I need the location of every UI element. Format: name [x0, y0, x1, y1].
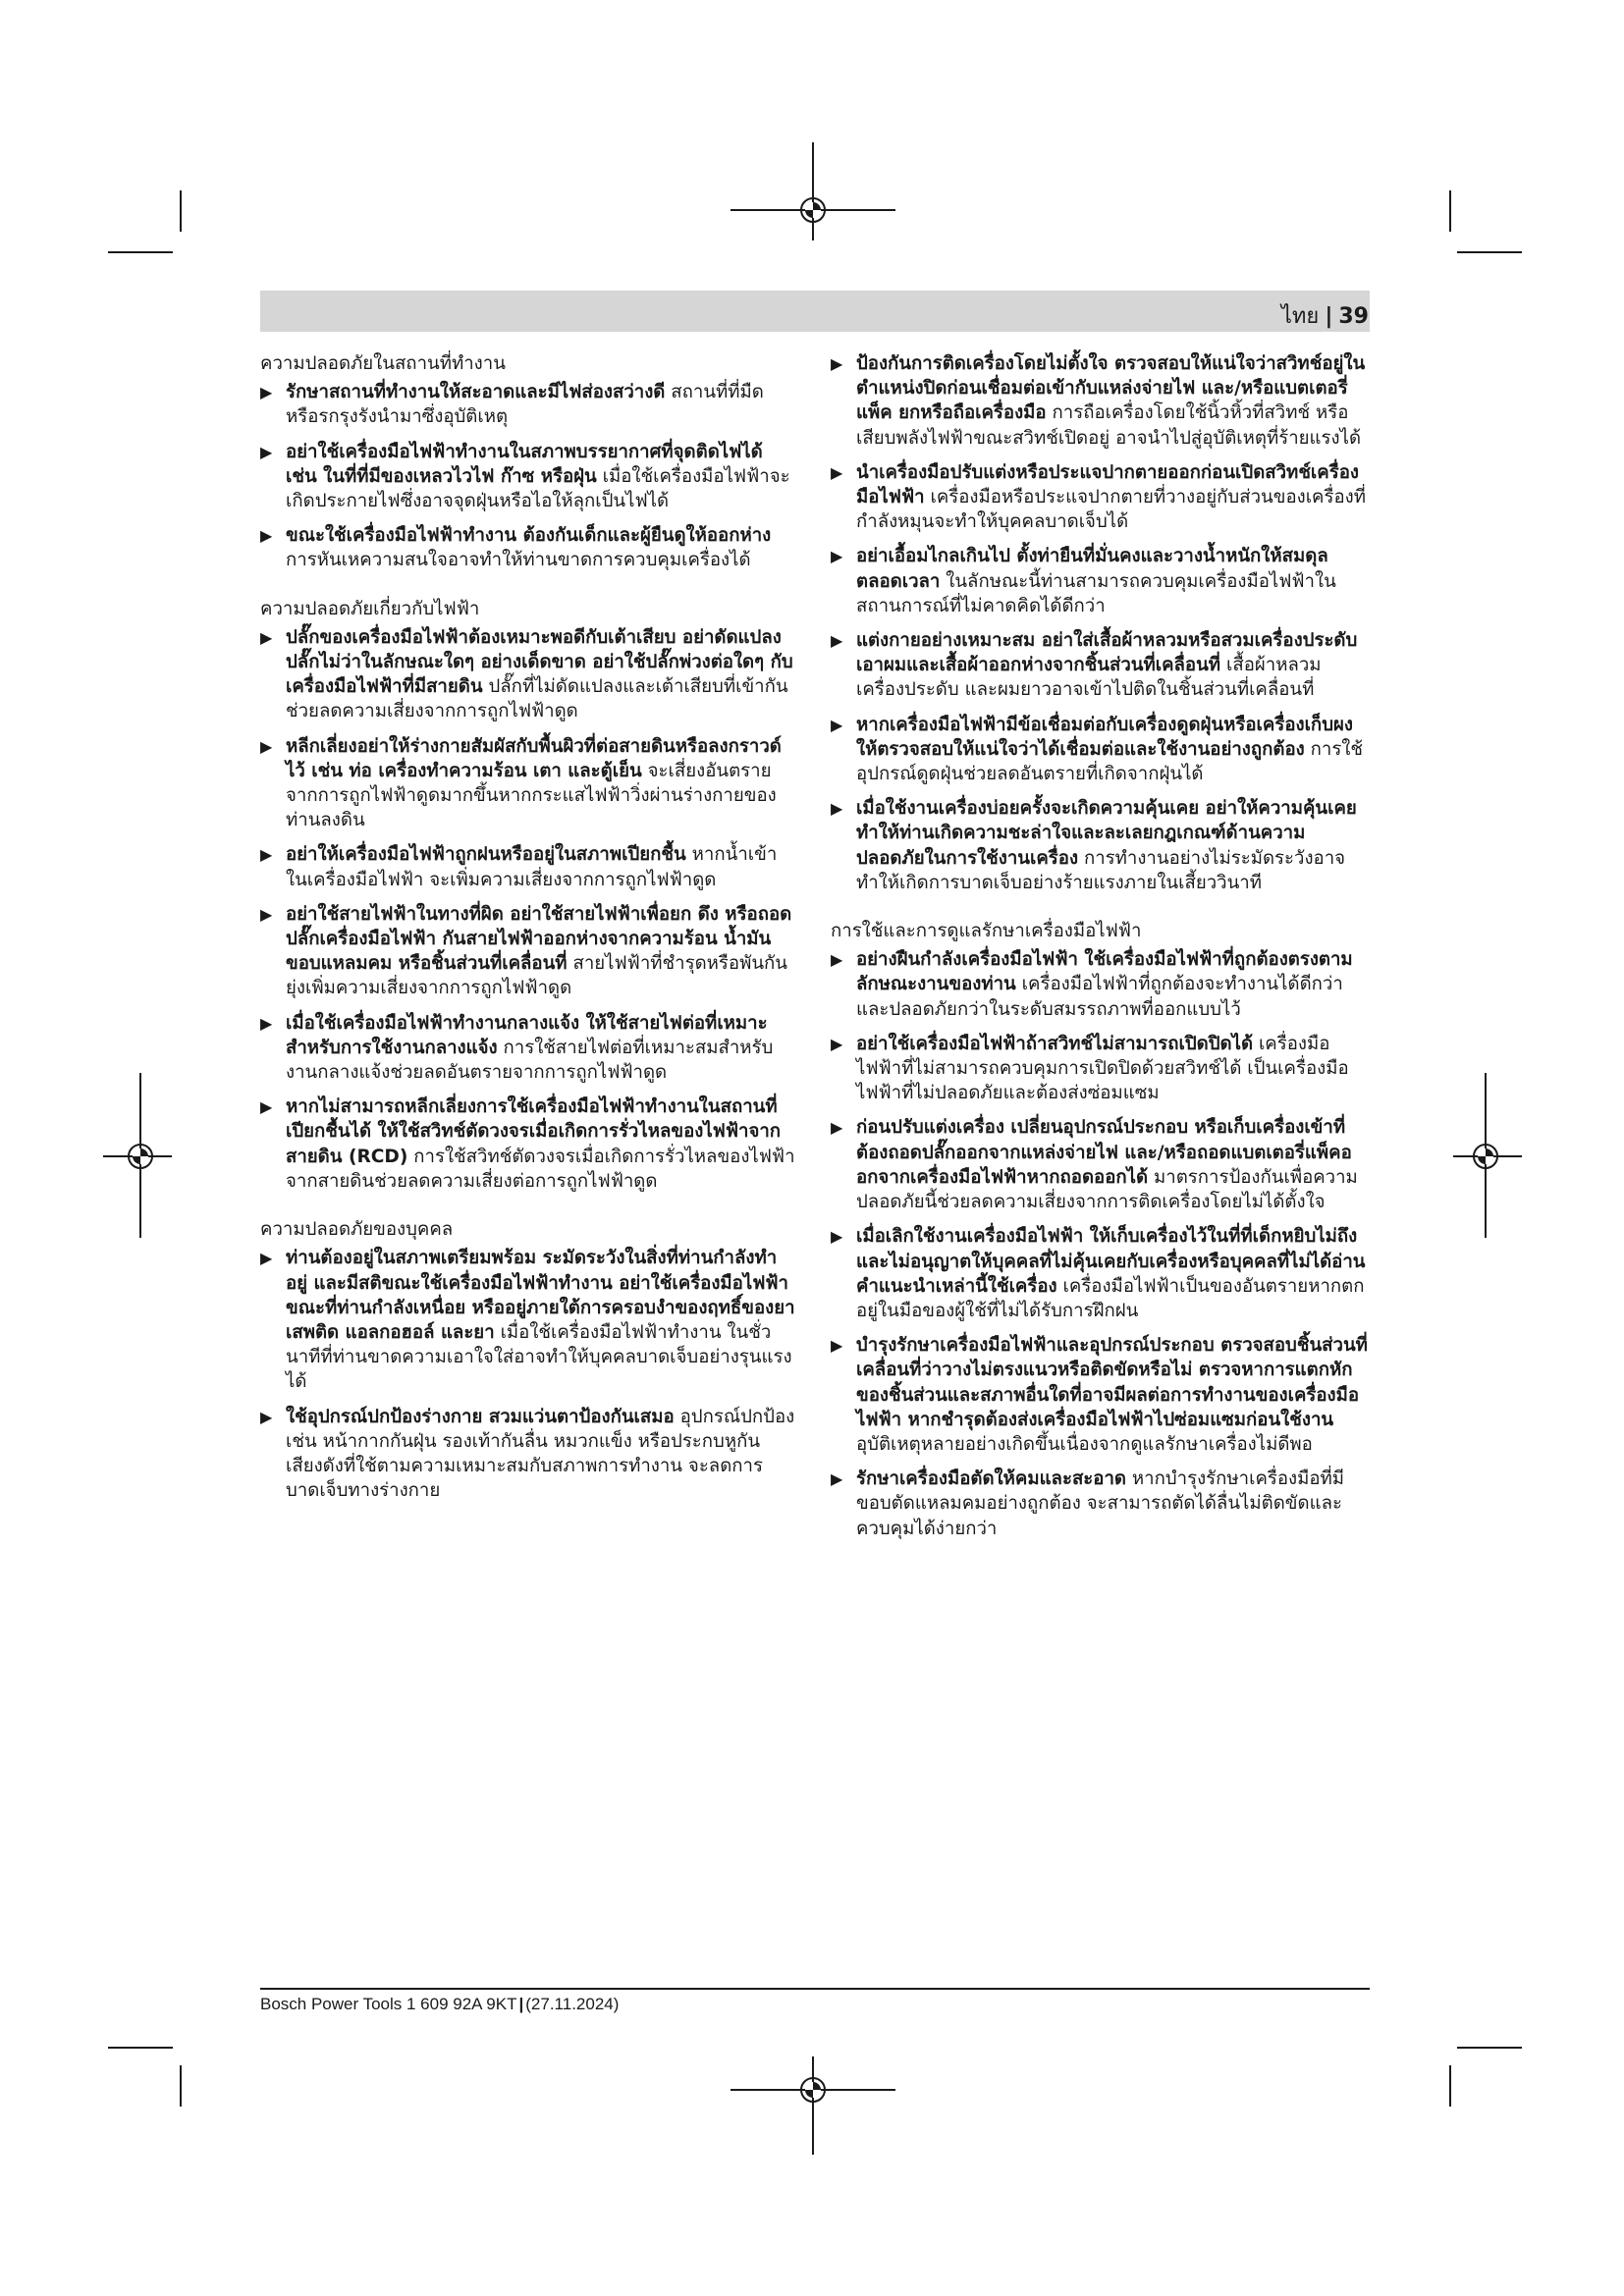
item-body: เครื่องมือไฟฟ้าเป็นของอันตรายหากตกอยู่ในมือของผู้ใช้ที่ไม่ได้รับการฝึกฝน	[856, 1275, 1365, 1321]
list-item	[831, 1032, 1370, 1106]
header-band	[260, 291, 1370, 332]
item-body: สถานที่ที่มืดหรือรกรุงรังนำมาซึ่งอุบัติเหตุ	[286, 382, 764, 428]
list-item	[831, 713, 1370, 787]
crop-mark	[1457, 251, 1522, 253]
list-item	[831, 351, 1370, 451]
triangle-right-icon: ▶	[260, 1249, 273, 1268]
item-body: การใช้อุปกรณ์ดูดฝุ่นช่วยลดอันตรายที่เกิดจากฝุ่นได้	[856, 738, 1364, 785]
item-heading: หลีกเลี่ยงอย่าให้ร่างกายสัมผัสกับพื้นผิวที่ต่อสายดินหรือลงกราวด์ไว้ เช่น ท่อ เครื่องทำความร้อน เตา และตู้เย็น	[286, 735, 782, 781]
item-heading: เมื่อเลิกใช้งานเครื่องมือไฟฟ้า ให้เก็บเครื่องไว้ในที่ที่เด็กหยิบไม่ถึง และไม่อนุญาตให้บุคคลที่ไม่คุ้นเคยกับเครื่องหรือบุคคลที่ไม่ได้อ่านคำแนะนำเหล่านี้ใช้เครื่อง	[856, 1226, 1366, 1297]
triangle-right-icon: ▶	[260, 1407, 273, 1426]
crop-mark	[180, 190, 182, 232]
item-heading: หากเครื่องมือไฟฟ้ามีข้อเชื่อมต่อกับเครื่องดูดฝุ่นหรือเครื่องเก็บผง ให้ตรวจสอบให้แน่ใจว่าได้เชื่อมต่อและใช้งานอย่างถูกต้อง	[856, 714, 1353, 760]
item-heading: ป้องกันการติดเครื่องโดยไม่ตั้งใจ ตรวจสอบให้แน่ใจว่าสวิทช์อยู่ในตำแหน่งปิดก่อนเชื่อมต่อเข้ากับแหล่งจ่ายไฟ และ/หรือแบตเตอรี่แพ็ค ยกหรือถือเครื่องมือ	[856, 353, 1366, 424]
list-item	[260, 440, 795, 514]
crosshair-target-icon	[1473, 1144, 1498, 1169]
list-item	[260, 1246, 795, 1394]
section-title: การใช้และการดูแลรักษาเครื่องมือไฟฟ้า	[831, 921, 1142, 942]
list-item	[831, 1333, 1370, 1457]
header-language: ไทย	[1280, 304, 1320, 329]
page-header	[1281, 298, 1369, 333]
item-body: เสื้อผ้าหลวม เครื่องประดับ และผมยาวอาจเข้าไปติดในชิ้นส่วนที่เคลื่อนที่	[856, 655, 1322, 701]
triangle-right-icon: ▶	[831, 799, 843, 819]
list-item	[831, 796, 1370, 895]
right-column	[831, 351, 1370, 1551]
triangle-right-icon: ▶	[260, 1013, 273, 1033]
item-body: การใช้สวิทช์ตัดวงจรเมื่อเกิดการรั่วไหลของไฟฟ้าจากสายดินช่วยลดความเสี่ยงต่อการถูกไฟฟ้าดูด	[286, 1146, 795, 1192]
item-heading: นำเครื่องมือปรับแต่งหรือประแจปากตายออกก่อนเปิดสวิทช์เครื่องมือไฟฟ้า	[856, 461, 1359, 508]
list-item	[260, 734, 795, 833]
item-heading: รักษาสถานที่ทำงานให้สะอาดและมีไฟส่องสว่างดี	[286, 382, 666, 403]
triangle-right-icon: ▶	[260, 904, 273, 924]
triangle-right-icon: ▶	[831, 715, 843, 734]
crop-mark	[1449, 190, 1451, 232]
triangle-right-icon: ▶	[831, 1034, 843, 1053]
item-body: ในลักษณะนี้ท่านสามารถควบคุมเครื่องมือไฟฟ้าในสถานการณ์ที่ไม่คาดคิดได้ดีกว่า	[856, 570, 1336, 616]
crosshair-target-icon	[800, 2077, 826, 2103]
footer-rule	[260, 1988, 1370, 1990]
list-item	[831, 1115, 1370, 1214]
registration-line	[812, 142, 814, 240]
footer	[260, 1995, 619, 2014]
item-body: เมื่อใช้เครื่องมือไฟฟ้าจะเกิดประกายไฟซึ่งอาจจุดฝุ่นหรือไอให้ลุกเป็นไฟได้	[286, 465, 790, 512]
triangle-right-icon: ▶	[831, 354, 843, 373]
item-heading: ขณะใช้เครื่องมือไฟฟ้าทำงาน ต้องกันเด็กและผู้ยืนดูให้ออกห่าง	[286, 525, 772, 547]
triangle-right-icon: ▶	[260, 1097, 273, 1117]
item-heading: ใช้อุปกรณ์ปกป้องร่างกาย สวมแว่นตาป้องกันเสมอ	[286, 1406, 675, 1427]
section-gap	[260, 583, 795, 597]
item-body: เมื่อใช้เครื่องมือไฟฟ้าทำงาน ในชั่วนาทีที่ท่านขาดความเอาใจใส่อาจทำให้บุคคลบาดเจ็บอย่างรุนแรงได้	[286, 1321, 792, 1393]
page-number: 39	[1338, 304, 1369, 329]
section-gap	[831, 905, 1370, 919]
item-body: สายไฟฟ้าที่ชำรุดหรือพันกันยุ่งเพิ่มความเสี่ยงจากการถูกไฟฟ้าดูด	[286, 953, 788, 999]
item-heading: ท่านต้องอยู่ในสภาพเตรียมพร้อม ระมัดระวังในสิ่งที่ท่านกำลังทำอยู่ และมีสติขณะใช้เครื่องมือไฟฟ้าทำงาน อย่าใช้เครื่องมือไฟฟ้าขณะที่ท่านกำลังเหนื่อย หรืออยู่ภายใต้การครอบงำของฤทธิ์ของยาเสพติด แอลกอฮอล์ และยา	[286, 1248, 795, 1343]
crop-mark	[1457, 2047, 1522, 2049]
crosshair-target-icon	[800, 197, 826, 223]
list-item	[831, 947, 1370, 1022]
crosshair-target-icon	[128, 1144, 153, 1169]
left-column	[260, 351, 795, 1513]
triangle-right-icon: ▶	[831, 631, 843, 651]
triangle-right-icon: ▶	[260, 627, 273, 647]
item-heading: หากไม่สามารถหลีกเลี่ยงการใช้เครื่องมือไฟฟ้าทำงานในสถานที่เปียกชื้นได้ ให้ใช้สวิทช์ตัดวงจรเมื่อเกิดการรั่วไหลของไฟฟ้าจากสายดิน (RCD)	[286, 1096, 782, 1167]
item-heading: อย่าใช้เครื่องมือไฟฟ้าถ้าสวิทช์ไม่สามารถเปิดปิดได้	[856, 1033, 1254, 1054]
item-heading: ก่อนปรับแต่งเครื่อง เปลี่ยนอุปกรณ์ประกอบ หรือเก็บเครื่องเข้าที่ ต้องถอดปลั๊กออกจากแหล่งจ่ายไฟ และ/หรือถอดแบตเตอรี่แพ็คออกจากเครื่องมือไฟฟ้าหากถอดออกได้	[856, 1117, 1352, 1188]
footer-date: (27.11.2024)	[525, 1995, 620, 2013]
list-item	[260, 902, 795, 1001]
list-item	[260, 842, 795, 891]
item-body: อุปกรณ์ปกป้อง เช่น หน้ากากกันฝุ่น รองเท้ากันลื่น หมวกแข็ง หรือประกบหูกันเสียงดังที่ใช้ตามความเหมาะสมกับสภาพการทำงาน จะลดการบาดเจ็บทางร่างกาย	[286, 1406, 795, 1502]
footer-doc-number: 1 609 92A 9KT	[406, 1995, 517, 2013]
triangle-right-icon: ▶	[831, 462, 843, 482]
registration-line	[812, 2056, 814, 2155]
triangle-right-icon: ▶	[260, 383, 273, 402]
list-item	[260, 1405, 795, 1504]
item-heading: อย่าใช้สายไฟฟ้าในทางที่ผิด อย่าใช้สายไฟฟ้าเพื่อยก ดึง หรือถอดปลั๊กเครื่องมือไฟฟ้า กันสายไฟฟ้าออกห่างจากความร้อน น้ำมัน ขอบแหลมคม หรือชิ้นส่วนที่เคลื่อนที่	[286, 903, 792, 975]
item-body: การใช้สายไฟต่อที่เหมาะสมสำหรับงานกลางแจ้งช่วยลดอันตรายจากการถูกไฟฟ้าดูด	[286, 1037, 774, 1084]
crop-mark	[180, 2065, 182, 2107]
list-item	[260, 380, 795, 429]
footer-brand: Bosch Power Tools	[260, 1995, 403, 2013]
triangle-right-icon: ▶	[831, 1118, 843, 1138]
section-title: ความปลอดภัยในสถานที่ทำงาน	[260, 353, 506, 374]
section-gap	[260, 1203, 795, 1217]
crop-mark	[108, 2047, 173, 2049]
item-body: การถือเครื่องโดยใช้นิ้วหิ้วที่สวิทช์ หรือเสียบพลังไฟฟ้าขณะสวิทช์เปิดอยู่ อาจนำไปสู่อุบัติเหตุที่ร้ายแรงได้	[856, 402, 1362, 449]
footer-separator: |	[518, 1995, 524, 2013]
item-body: การทำงานอย่างไม่ระมัดระวังอาจทำให้เกิดการบาดเจ็บอย่างร้ายแรงภายในเสี้ยววินาที	[856, 847, 1346, 893]
triangle-right-icon: ▶	[831, 547, 843, 566]
triangle-right-icon: ▶	[260, 845, 273, 865]
triangle-right-icon: ▶	[831, 950, 843, 970]
item-heading: แต่งกายอย่างเหมาะสม อย่าใส่เสื้อผ้าหลวมหรือสวมเครื่องประดับ เอาผมและเสื้อผ้าออกห่างจากชิ้นส่วนที่เคลื่อนที่	[856, 630, 1358, 676]
item-body: จะเสี่ยงอันตรายจากการถูกไฟฟ้าดูดมากขึ้นหากกระแสไฟฟ้าวิ่งผ่านร่างกายของท่านลงดิน	[286, 760, 777, 831]
item-heading: บำรุงรักษาเครื่องมือไฟฟ้าและอุปกรณ์ประกอบ ตรวจสอบชิ้นส่วนที่เคลื่อนที่ว่าวางไม่ตรงแนวหรือติดขัดหรือไม่ ตรวจหาการแตกหักของชิ้นส่วนและสภาพอื่นใดที่อาจมีผลต่อการทำงานของเครื่องมือไฟฟ้า หากชำรุดต้องส่งเครื่องมือไฟฟ้าไปซ่อมแซมก่อนใช้งาน	[856, 1335, 1368, 1430]
list-item	[260, 625, 795, 724]
triangle-right-icon: ▶	[831, 1469, 843, 1489]
list-item	[260, 1011, 795, 1086]
crop-mark	[108, 251, 173, 253]
item-body: เครื่องมือไฟฟ้าที่ถูกต้องจะทำงานได้ดีกว่าและปลอดภัยกว่าในระดับสมรรถภาพที่ออกแบบไว้	[856, 974, 1343, 1020]
item-heading: รักษาเครื่องมือตัดให้คมและสะอาด	[856, 1468, 1126, 1490]
triangle-right-icon: ▶	[831, 1227, 843, 1247]
section-title: ความปลอดภัยของบุคคล	[260, 1219, 454, 1241]
item-body: อุบัติเหตุหลายอย่างเกิดขึ้นเนื่องจากดูแลรักษาเครื่องไม่ดีพอ	[856, 1433, 1313, 1455]
item-heading: เมื่อใช้งานเครื่องบ่อยครั้งจะเกิดความคุ้นเคย อย่าให้ความคุ้นเคยทำให้ท่านเกิดความชะล่าใจและละเลยกฎเกณฑ์ด้านความปลอดภัยในการใช้งานเครื่อง	[856, 798, 1357, 869]
list-item	[831, 460, 1370, 535]
item-body: หากบำรุงรักษาเครื่องมือที่มีขอบตัดแหลมคมอย่างถูกต้อง จะสามารถตัดได้ลื่นไม่ติดขัดและควบคุมได้ง่ายกว่า	[856, 1468, 1345, 1539]
triangle-right-icon: ▶	[831, 1336, 843, 1356]
item-heading: อย่าเอื้อมไกลเกินไป ตั้งท่ายืนที่มั่นคงและวางน้ำหนักให้สมดุลตลอดเวลา	[856, 546, 1328, 592]
item-heading: ปลั๊กของเครื่องมือไฟฟ้าต้องเหมาะพอดีกับเต้าเสียบ อย่าดัดแปลงปลั๊กไม่ว่าในลักษณะใดๆ อย่างเด็ดขาด อย่าใช้ปลั๊กพ่วงต่อใดๆ กับเครื่องมือไฟฟ้าที่มีสายดิน	[286, 626, 793, 698]
item-body: เครื่องมือหรือประแจปากตายที่วางอยู่กับส่วนของเครื่องที่กำลังหมุนจะทำให้บุคคลบาดเจ็บได้	[856, 487, 1366, 533]
header-separator: |	[1325, 304, 1333, 329]
item-heading: เมื่อใช้เครื่องมือไฟฟ้าทำงานกลางแจ้ง ให้ใช้สายไฟต่อที่เหมาะสำหรับการใช้งานกลางแจ้ง	[286, 1012, 768, 1058]
triangle-right-icon: ▶	[260, 442, 273, 461]
crop-mark	[1449, 2065, 1451, 2107]
item-body: มาตรการป้องกันเพื่อความปลอดภัยนี้ช่วยลดความเสี่ยงจากการติดเครื่องโดยไม่ได้ตั้งใจ	[856, 1166, 1358, 1213]
item-heading: อย่าให้เครื่องมือไฟฟ้าถูกฝนหรืออยู่ในสภาพเปียกชื้น	[286, 844, 686, 866]
item-body: หากน้ำเข้าในเครื่องมือไฟฟ้า จะเพิ่มความเสี่ยงจากการถูกไฟฟ้าดูด	[286, 844, 778, 890]
item-heading: อย่างฝืนกำลังเครื่องมือไฟฟ้า ใช้เครื่องมือไฟฟ้าที่ถูกต้องตรงตามลักษณะงานของท่าน	[856, 949, 1353, 995]
list-item	[831, 544, 1370, 618]
list-item	[260, 523, 795, 572]
list-item	[831, 1467, 1370, 1541]
section-title: ความปลอดภัยเกี่ยวกับไฟฟ้า	[260, 598, 480, 619]
list-item	[831, 1224, 1370, 1323]
item-body: การหันเหความสนใจอาจทำให้ท่านขาดการควบคุมเครื่องได้	[286, 550, 751, 571]
list-item	[260, 1095, 795, 1194]
list-item	[831, 628, 1370, 703]
item-heading: อย่าใช้เครื่องมือไฟฟ้าทำงานในสภาพบรรยากาศที่จุดติดไฟได้ เช่น ในที่ที่มีของเหลวไวไฟ ก๊าซ หรือฝุ่น	[286, 441, 763, 487]
item-body: เครื่องมือไฟฟ้าที่ไม่สามารถควบคุมการเปิดปิดด้วยสวิทช์ได้ เป็นเครื่องมือไฟฟ้าที่ไม่ปลอดภัยและต้องส่งซ่อมแซม	[856, 1033, 1349, 1104]
triangle-right-icon: ▶	[260, 526, 273, 546]
item-body: ปลั๊กที่ไม่ดัดแปลงและเต้าเสียบที่เข้ากันช่วยลดความเสี่ยงจากการถูกไฟฟ้าดูด	[286, 676, 788, 722]
triangle-right-icon: ▶	[260, 736, 273, 756]
